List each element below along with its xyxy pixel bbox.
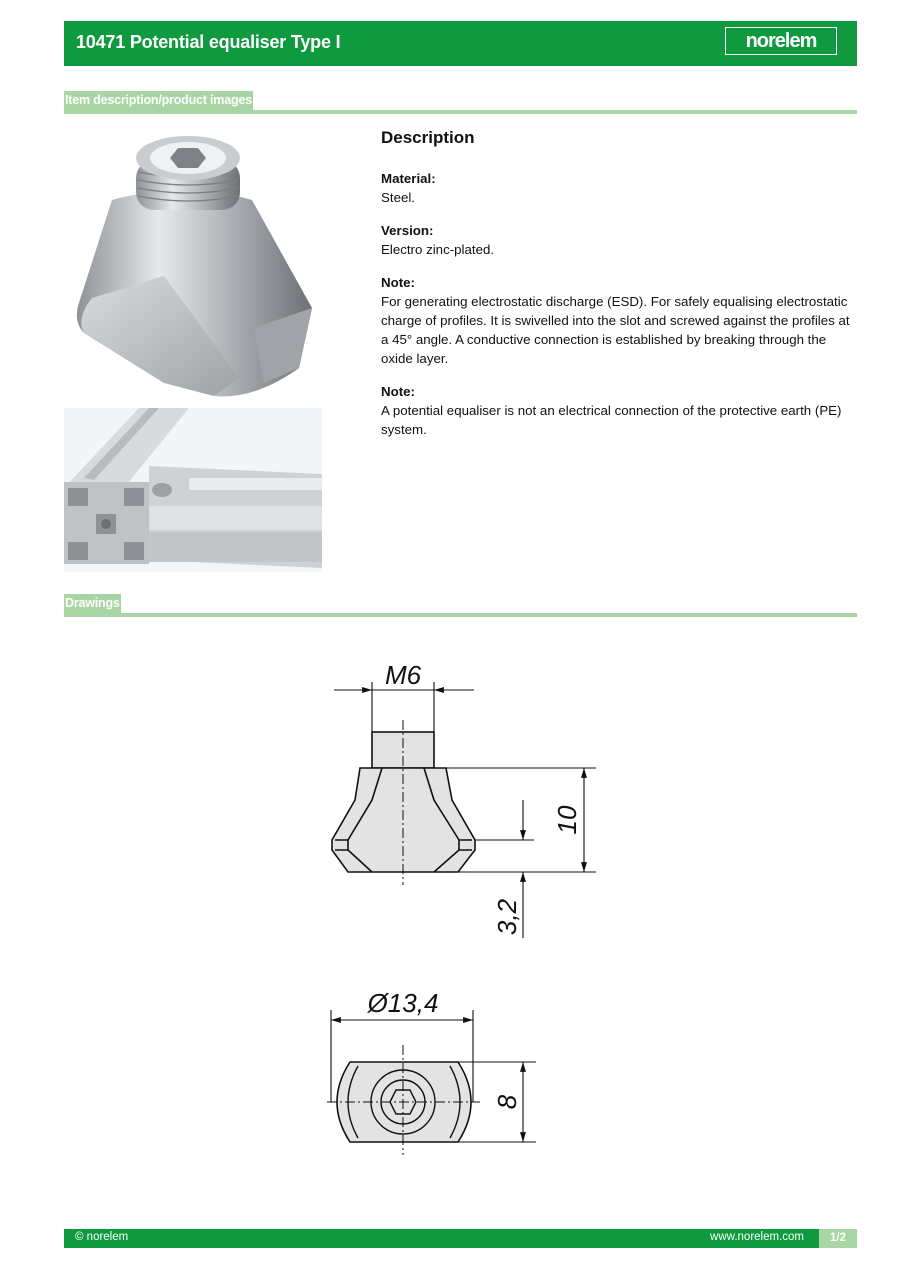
- note-text-2: A potential equaliser is not an electrical connection of the protective earth (PE) system.: [381, 403, 842, 437]
- section-divider-images: [64, 110, 857, 114]
- note-label-1: Note:: [381, 275, 415, 290]
- section-divider-drawings: [64, 613, 857, 617]
- lower-dimension-label: 3,2: [492, 898, 522, 936]
- diameter-dimension-label: Ø13,4: [367, 988, 439, 1018]
- thread-dimension-label: M6: [384, 660, 422, 690]
- technical-drawing: [0, 620, 900, 1180]
- description-title: Description: [381, 128, 475, 147]
- footer-website-link[interactable]: www.norelem.com: [710, 1231, 804, 1243]
- description-panel: [381, 128, 851, 453]
- section-label-drawings: Drawings: [64, 594, 121, 613]
- norelem-logo: norelem: [725, 27, 837, 55]
- page-number: 1/2: [819, 1229, 857, 1248]
- section-label-images: Item description/product images: [64, 91, 253, 110]
- application-photo: [64, 408, 322, 572]
- version-label: Version:: [381, 223, 434, 238]
- material-label: Material:: [381, 171, 436, 186]
- material-block: [381, 169, 851, 207]
- note-block-2: [381, 382, 851, 439]
- note-label-2: Note:: [381, 384, 415, 399]
- material-value: Steel.: [381, 190, 416, 205]
- product-photo: [64, 128, 322, 403]
- version-value: Electro zinc-plated.: [381, 242, 495, 257]
- page-header: [64, 21, 857, 66]
- note-text-1: For generating electrostatic discharge (ESD). For safely equalising electrostatic charge of profiles. It is swivelled into the slot and screwed against the profiles at a 45° angle. A conductive connection is established by breaking through the oxide layer.: [381, 294, 850, 366]
- page-footer: [64, 1229, 857, 1248]
- footer-copyright: © norelem: [75, 1231, 129, 1243]
- height-dimension-label: 10: [552, 805, 582, 835]
- width-dimension-label: 8: [492, 1094, 522, 1110]
- note-block-1: [381, 273, 851, 368]
- version-block: [381, 221, 851, 259]
- page-title: 10471 Potential equaliser Type I: [76, 32, 341, 52]
